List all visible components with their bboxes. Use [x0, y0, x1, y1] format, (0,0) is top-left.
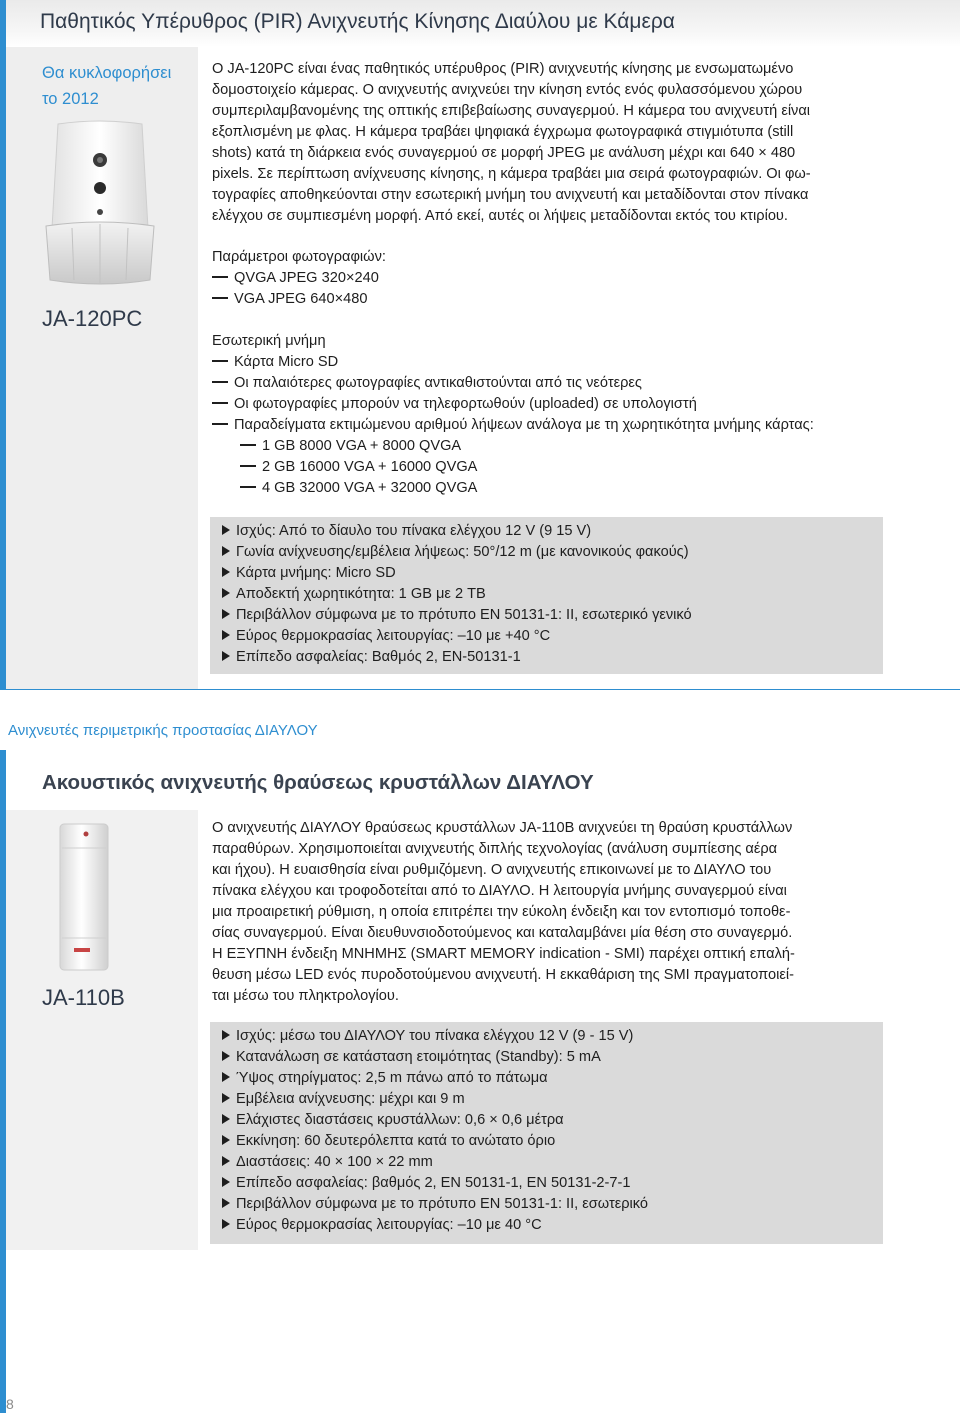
bullet-triangle-icon — [222, 1135, 230, 1145]
product-title: Παθητικός Υπέρυθρος (PIR) Ανιχνευτής Κίνησης Διαύλου με Κάμερα — [40, 10, 675, 33]
spec-item: Επίπεδο ασφαλείας: βαθμός 2, EN 50131-1, EN 50131-2-7-1 — [222, 1175, 631, 1191]
description-line: παραθύρων. Χρησιμοποιείται ανιχνευτής διπλής τεχνολογίας (ανάλυση συμπίεσης αέρα — [212, 841, 778, 857]
list-subitem: 4 GB 32000 VGA + 32000 QVGA — [212, 478, 814, 499]
list-item: Οι φωτογραφίες μπορούν να τηλεφορτωθούν (uploaded) σε υπολογιστή — [212, 394, 814, 415]
section-divider — [0, 689, 960, 690]
spec-box — [210, 517, 883, 674]
description-line: και ήχου). Η ευαισθησία είναι ρυθμιζόμενη. Ο ανιχνευτής επικοινωνεί με το ΔΙΑΥΛΟ του — [212, 862, 772, 878]
list-item: Οι παλαιότερες φωτογραφίες αντικαθιστούνται από τις νεότερες — [212, 373, 814, 394]
bullet-triangle-icon — [222, 651, 230, 661]
spec-item: Εμβέλεια ανίχνευσης: μέχρι και 9 m — [222, 1091, 465, 1107]
bullet-triangle-icon — [222, 1072, 230, 1082]
photo-params-heading: Παράμετροι φωτογραφιών: — [212, 249, 386, 265]
list-item: Κάρτα Micro SD — [212, 352, 814, 373]
spec-item: Ισχύς: Από το δίαυλο του πίνακα ελέγχου 12 V (9 15 V) — [222, 523, 591, 539]
bullet-triangle-icon — [222, 1198, 230, 1208]
availability-line: Θα κυκλοφορήσει — [42, 64, 172, 82]
list-subitem: 1 GB 8000 VGA + 8000 QVGA — [212, 436, 814, 457]
bullet-triangle-icon — [222, 1219, 230, 1229]
description-line: εξοπλισμένη με φλας. Η κάμερα τραβάει ψηφιακά έγχρωμα φωτογραφικά στιγμιότυπα (still — [212, 124, 794, 140]
description-line: Η ΕΞΥΠΝΗ ένδειξη ΜΝΗΜΗΣ (SMART MEMORY indication - SMI) παρέχει οπτική επαλή- — [212, 946, 795, 962]
ja120pc-product-image — [36, 120, 164, 290]
bullet-triangle-icon — [222, 1051, 230, 1061]
bullet-triangle-icon — [222, 546, 230, 556]
product-description — [212, 818, 795, 1007]
list-item: Παραδείγματα εκτιμώμενου αριθμού λήψεων ανάλογα με τη χωρητικότητα μνήμης κάρτας: — [212, 415, 814, 436]
bullet-triangle-icon — [222, 567, 230, 577]
bullet-triangle-icon — [222, 609, 230, 619]
product-title: Ακουστικός ανιχνευτής θραύσεως κρυστάλλων ΔΙΑΥΛΟΥ — [42, 771, 594, 794]
spec-item: Αποδεκτή χωρητικότητα: 1 GB με 2 TB — [222, 586, 486, 602]
list-item: VGA JPEG 640×480 — [212, 289, 386, 310]
description-line: δομοστοιχείο κάμερας. Ο ανιχνευτής ανιχνεύει την κίνηση εντός ενός φυλασσόμενου χώρου — [212, 82, 803, 98]
description-line: pixels. Σε περίπτωση ανίχνευσης κίνησης, η κάμερα τραβάει μια σειρά φωτογραφιών. Οι φω- — [212, 166, 811, 182]
page-number: 8 — [6, 1396, 14, 1412]
product-description — [212, 59, 811, 227]
description-line: σίας συναγερμού. Είναι διευθυνσιοδοτούμενος και καταλαμβάνει μία θέση στο συναγερμό. — [212, 925, 793, 941]
bullet-triangle-icon — [222, 1177, 230, 1187]
description-line: shots) κατά τη διάρκεια ενός συναγερμού σε μορφή JPEG με ανάλυση μέχρι και 640 × 480 — [212, 145, 796, 161]
description-line: ται μέσω του πληκτρολογίου. — [212, 988, 399, 1004]
spec-item: Περιβάλλον σύμφωνα με το πρότυπο EN 50131-1: II, εσωτερικό — [222, 1196, 648, 1212]
bullet-triangle-icon — [222, 588, 230, 598]
spec-item: Περιβάλλον σύμφωνα με το πρότυπο EN 50131-1: II, εσωτερικό γενικό — [222, 607, 692, 623]
description-line: Ο ανιχνευτής ΔΙΑΥΛΟΥ θραύσεως κρυστάλλων JA-110B ανιχνεύει τη θραύση κρυστάλλων — [212, 820, 793, 836]
spec-item: Ελάχιστες διαστάσεις κρυστάλλων: 0,6 × 0,6 μέτρα — [222, 1112, 564, 1128]
spec-item: Διαστάσεις: 40 × 100 × 22 mm — [222, 1154, 433, 1170]
bullet-triangle-icon — [222, 1156, 230, 1166]
spec-item: Κάρτα μνήμης: Micro SD — [222, 565, 396, 581]
spec-item: Κατανάλωση σε κατάσταση ετοιμότητας (Standby): 5 mA — [222, 1049, 601, 1065]
description-line: ελέγχου σε συμπιεσμένη μορφή. Από εκεί, αυτές οι λήψεις μεταδίδονται εκτός του κτιρίου. — [212, 208, 788, 224]
description-line: συμπεριλαμβανομένης της οπτικής επιβεβαίωσης συναγερμού. Η κάμερα του ανιχνευτή είναι — [212, 103, 811, 119]
list-subitem: 2 GB 16000 VGA + 16000 QVGA — [212, 457, 814, 478]
spec-item: Εκκίνηση: 60 δευτερόλεπτα κατά το ανώτατο όριο — [222, 1133, 555, 1149]
description-line: θευση μέσω LED ενός πυροδοτούμενου ανιχνευτή. Η εκκαθάριση της SMI πραγματοποιεί- — [212, 967, 794, 983]
category-heading: Ανιχνευτές περιμετρικής προστασίας ΔΙΑΥΛΟΥ — [8, 722, 318, 739]
spec-box — [210, 1022, 883, 1244]
bullet-triangle-icon — [222, 1114, 230, 1124]
photo-parameters — [212, 247, 386, 310]
spec-item: Γωνία ανίχνευσης/εμβέλεια λήψεως: 50°/12 m (με κανονικούς φακούς) — [222, 544, 689, 560]
spec-item: Επίπεδο ασφαλείας: Βαθμός 2, EN-50131-1 — [222, 649, 521, 665]
bullet-triangle-icon — [222, 525, 230, 535]
description-line: μια προαιρετική ρύθμιση, η οποία επιτρέπει την εύκολη ένδειξη και τον εντοπισμό τοποθε- — [212, 904, 791, 920]
description-line: Ο JA-120PC είναι ένας παθητικός υπέρυθρος (PIR) ανιχνευτής κίνησης με ενσωματωμένο — [212, 61, 794, 77]
internal-memory — [212, 331, 814, 499]
availability-note — [42, 60, 171, 112]
product-section-ja120pc — [0, 0, 960, 690]
description-line: τογραφίες αποθηκεύονται στην εσωτερική μνήμη του ανιχνευτή και μεταδίδονται στον πίνακα — [212, 187, 809, 203]
spec-item: Εύρος θερμοκρασίας λειτουργίας: –10 με +40 °C — [222, 628, 550, 644]
bullet-triangle-icon — [222, 630, 230, 640]
spec-item: Ισχύς: μέσω του ΔΙΑΥΛΟΥ του πίνακα ελέγχου 12 V (9 - 15 V) — [222, 1028, 633, 1044]
model-name: JA-120PC — [42, 306, 143, 331]
ja110b-product-image — [58, 822, 110, 972]
model-name: JA-110B — [42, 985, 125, 1010]
list-item: QVGA JPEG 320×240 — [212, 268, 386, 289]
bullet-triangle-icon — [222, 1030, 230, 1040]
availability-line: το 2012 — [42, 90, 99, 108]
spec-item: Εύρος θερμοκρασίας λειτουργίας: –10 με 40 °C — [222, 1217, 542, 1233]
spec-item: Ύψος στηρίγματος: 2,5 m πάνω από το πάτωμα — [222, 1070, 548, 1086]
memory-heading: Εσωτερική μνήμη — [212, 333, 326, 349]
description-line: πίνακα ελέγχου και τροφοδοτείται από το ΔΙΑΥΛΟ. Η λειτουργία μνήμης συναγερμού είναι — [212, 883, 787, 899]
bullet-triangle-icon — [222, 1093, 230, 1103]
